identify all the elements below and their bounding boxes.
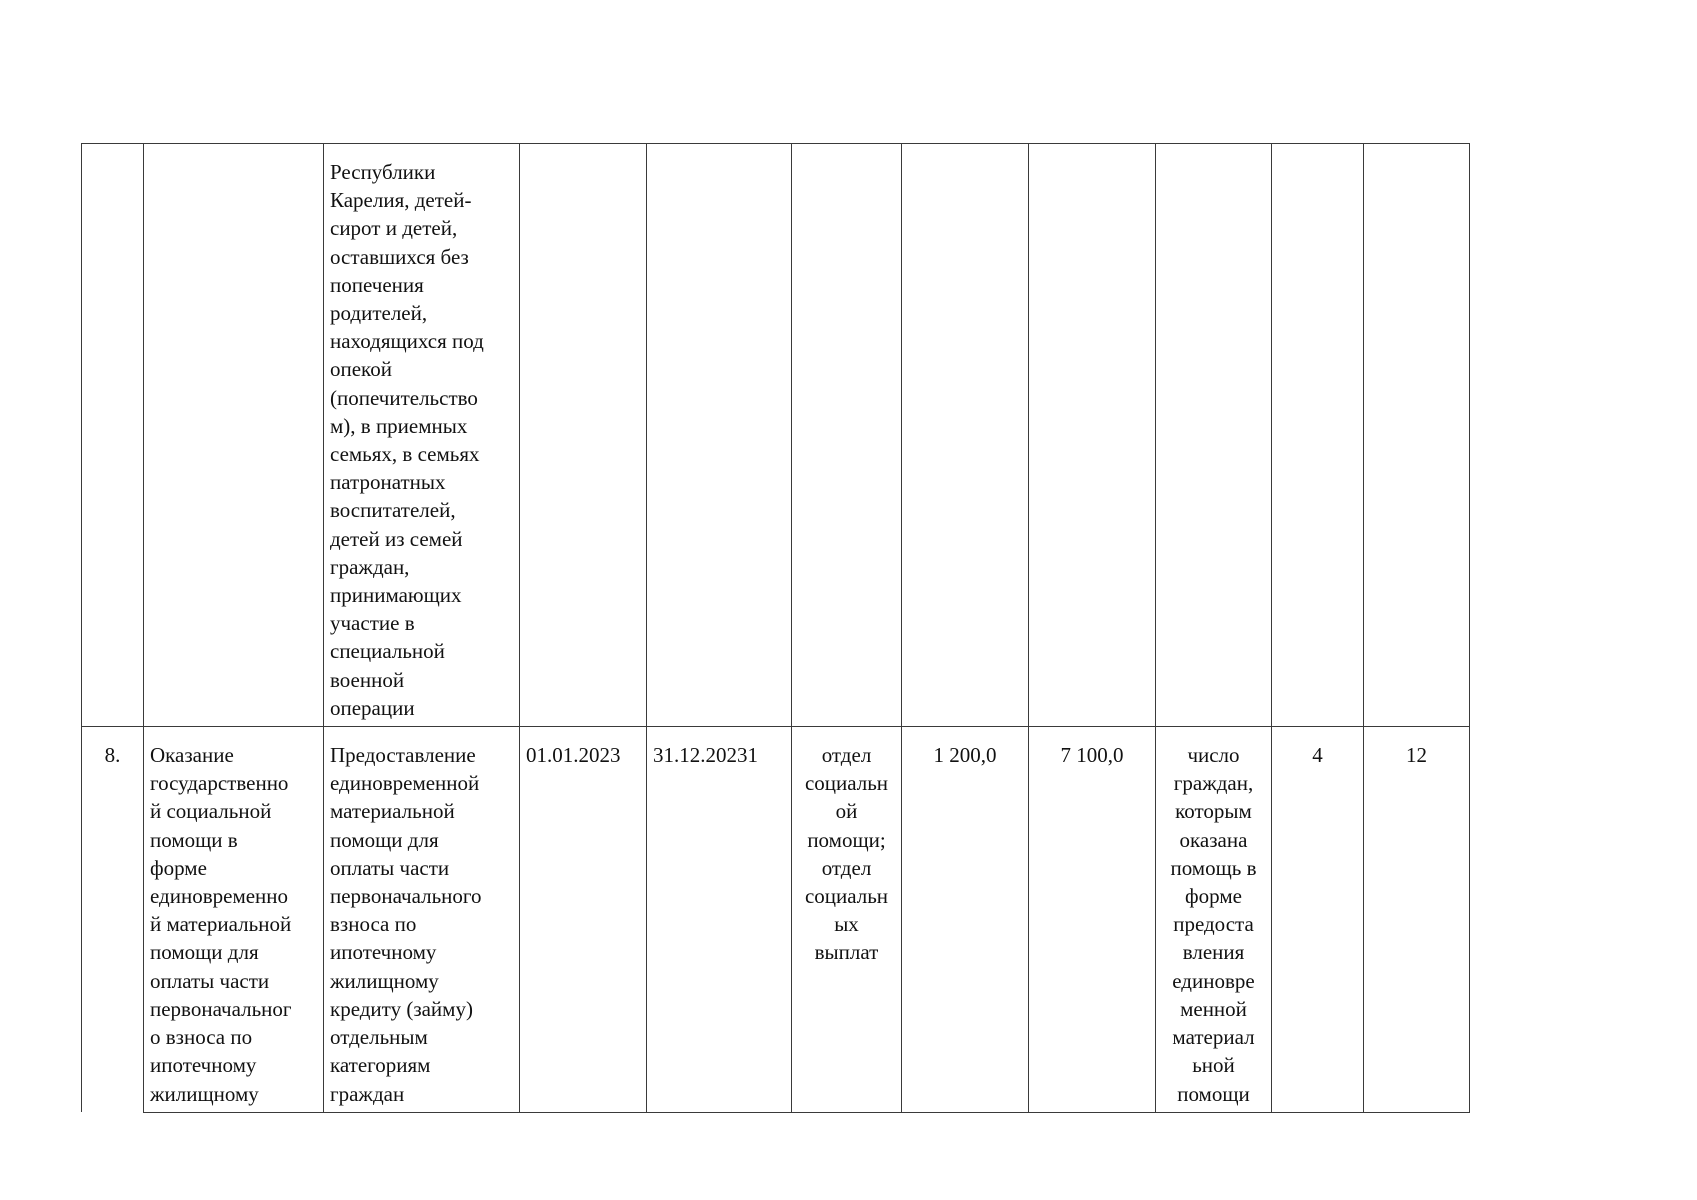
text-line: операции <box>330 695 415 720</box>
amount-2-cell: 7 100,0 <box>1029 727 1156 1113</box>
text-line: м), в приемных <box>330 413 468 438</box>
text-line: выплат <box>814 940 879 965</box>
row-number-cell <box>82 144 144 727</box>
text-line: которым <box>1175 799 1252 824</box>
text-line: первоначальног <box>150 996 292 1021</box>
text-line: помощи для <box>150 940 259 965</box>
executor-cell <box>792 144 902 727</box>
text-line: помощь в <box>1170 855 1257 880</box>
text-line: ипотечному <box>150 1053 257 1078</box>
text-line: предоста <box>1173 912 1254 937</box>
text-line: взноса по <box>330 912 417 937</box>
text-line: находящихся под <box>330 329 484 354</box>
text-line: менной <box>1180 996 1247 1021</box>
text-line: сирот и детей, <box>330 216 458 241</box>
text-line: й социальной <box>150 799 272 824</box>
text-line: детей из семей <box>330 526 463 551</box>
text-line: родителей, <box>330 301 428 326</box>
text-line: воспитателей, <box>330 498 456 523</box>
text-line: патронатных <box>330 470 446 495</box>
text-line: государственно <box>150 771 289 796</box>
text-line: единовременно <box>150 884 289 909</box>
text-line: отдел <box>821 855 872 880</box>
text-line: оставшихся без <box>330 244 469 269</box>
text-line: единовременной <box>330 771 480 796</box>
text-line: опекой <box>330 357 392 382</box>
start-date-cell <box>520 144 647 727</box>
amount-2-cell <box>1029 144 1156 727</box>
measure-description-cell <box>324 727 520 1113</box>
text-line: вления <box>1182 940 1245 965</box>
text-line: жилищному <box>150 1081 259 1106</box>
indicator-cell <box>1156 144 1272 727</box>
text-line: оплаты части <box>150 968 270 993</box>
text-line: (попечительство <box>330 385 478 410</box>
value-2-cell <box>1364 144 1470 727</box>
text-line: Карелия, детей- <box>330 188 472 213</box>
indicator-cell <box>1156 727 1272 1113</box>
text-line: принимающих <box>330 583 462 608</box>
text-line: помощи в <box>150 827 238 852</box>
text-line: семьях, в семьях <box>330 442 480 467</box>
text-line: оплаты части <box>330 855 450 880</box>
table-row <box>82 144 1470 727</box>
start-date-cell: 01.01.2023 <box>520 727 647 1113</box>
text-line: форме <box>1185 884 1242 909</box>
table-row <box>82 727 1470 1113</box>
value-2-cell: 12 <box>1364 727 1470 1113</box>
text-line: ьной <box>1192 1053 1235 1078</box>
text-line: единовре <box>1172 968 1255 993</box>
text-line: й материальной <box>150 912 292 937</box>
text-line: отдельным <box>330 1025 428 1050</box>
text-line: граждан <box>330 1081 405 1106</box>
text-line: участие в <box>330 611 415 636</box>
measure-name-cell <box>144 144 324 727</box>
text-line: ой <box>835 799 858 824</box>
row-number-cell: 8. <box>82 727 144 1113</box>
text-line: военной <box>330 667 405 692</box>
end-date-cell <box>647 144 792 727</box>
text-line: категориям <box>330 1053 431 1078</box>
text-line: оказана <box>1179 827 1248 852</box>
text-line: социальн <box>804 884 889 909</box>
amount-1-cell: 1 200,0 <box>902 727 1029 1113</box>
text-line: помощи; <box>807 827 886 852</box>
text-line: граждан, <box>330 554 410 579</box>
text-line: отдел <box>821 743 872 768</box>
text-line: жилищному <box>330 968 439 993</box>
text-line: Оказание <box>150 743 234 768</box>
amount-1-cell <box>902 144 1029 727</box>
text-line: о взноса по <box>150 1025 253 1050</box>
text-line: форме <box>150 855 207 880</box>
executor-cell <box>792 727 902 1113</box>
program-table <box>81 143 1470 1113</box>
text-line: специальной <box>330 639 445 664</box>
program-table-wrapper <box>81 143 1470 1113</box>
text-line: Предоставление <box>330 743 476 768</box>
text-line: материальной <box>330 799 455 824</box>
measure-description-cell <box>324 144 520 727</box>
text-line: помощи <box>1177 1081 1250 1106</box>
text-line: ых <box>834 912 859 937</box>
text-line: помощи для <box>330 827 439 852</box>
text-line: число <box>1187 743 1240 768</box>
end-date-cell: 31.12.20231 <box>647 727 792 1113</box>
text-line: первоначального <box>330 884 482 909</box>
text-line: материал <box>1172 1025 1255 1050</box>
text-line: кредиту (займу) <box>330 996 473 1021</box>
value-1-cell <box>1272 144 1364 727</box>
text-line: граждан, <box>1173 771 1254 796</box>
text-line: Республики <box>330 160 436 184</box>
value-1-cell: 4 <box>1272 727 1364 1113</box>
measure-name-cell <box>144 727 324 1113</box>
text-line: попечения <box>330 272 424 297</box>
text-line: ипотечному <box>330 940 437 965</box>
text-line: социальн <box>804 771 889 796</box>
